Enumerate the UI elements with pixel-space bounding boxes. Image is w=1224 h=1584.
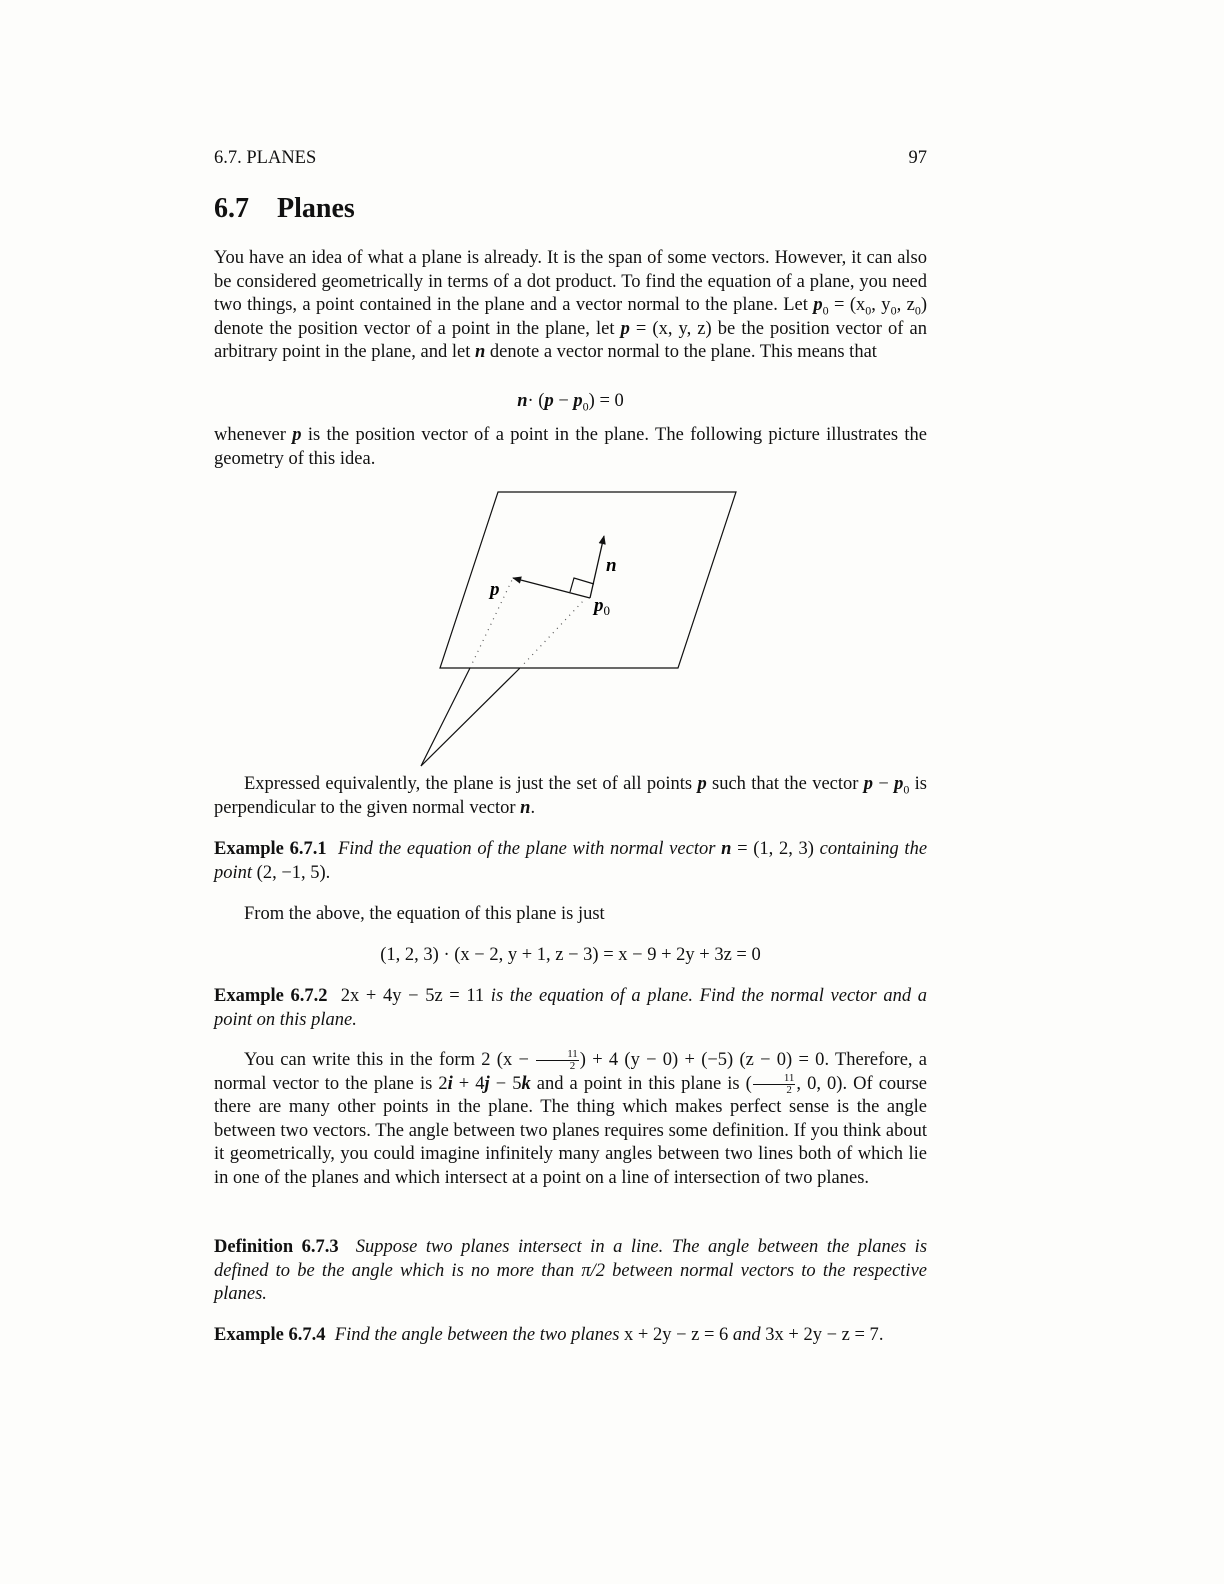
origin-line-right [421, 668, 520, 766]
body-text: is perpendicular to the given normal vector [214, 774, 928, 818]
intro-text: You have an idea of what a plane is already. It is the span of some vectors. However, it can also be considered geometrically in terms of a dot product. To find the equation of a plane, you need two things, a point contained in the plane and a vector normal to the plane. Let [214, 248, 927, 316]
example-text: Find the angle between the two planes [334, 1325, 625, 1345]
intro-text: ) denote the position vector of a point in the plane, let [214, 295, 927, 339]
example-6-7-2 [214, 985, 927, 1032]
body-text: and a point in this plane is [530, 1073, 746, 1094]
page-number: 97 [908, 148, 927, 168]
math-text: (2, −1, 5) [256, 862, 326, 883]
subscript: 0 [582, 399, 589, 414]
fraction: $\frac{11}{2}$ [753, 1073, 796, 1096]
section-number: 6.7 [214, 193, 249, 224]
math-text: ) + 4 (y − 0) + (−5) (z − 0) = 0 [579, 1050, 825, 1070]
math-text: (x − [496, 1050, 536, 1070]
running-header [214, 148, 927, 169]
solution-paragraph [214, 1049, 927, 1191]
vector-p: p [863, 774, 874, 794]
running-title: 6.7. PLANES [214, 148, 317, 168]
math-text: , z [896, 295, 915, 316]
vector-j: j [484, 1073, 490, 1094]
from-above-paragraph [214, 903, 927, 927]
example-label: Example 6.7.1 [214, 839, 327, 859]
math-text: ) = 0 [588, 391, 624, 411]
hidden-line-p0 [520, 600, 584, 668]
math-text: − [553, 391, 574, 411]
vector-p0: p [573, 391, 583, 411]
math-text: + 4 [452, 1073, 485, 1094]
body-text: . [530, 797, 536, 818]
body-text: . Therefore, a normal vector to the plane is [214, 1050, 928, 1094]
math-text: , 0, 0) [796, 1073, 843, 1094]
example-text: is the equation of a plane. Find the normal vector and a point on this plane. [214, 986, 928, 1030]
vector-p: p [544, 391, 554, 411]
vector-p: p [292, 425, 302, 445]
label-p0: $p_0$ [594, 595, 610, 618]
math-text: = (x [828, 295, 866, 316]
math-text: − [873, 774, 895, 794]
math-text: , y [871, 295, 891, 316]
vector-p-minus-p0 [513, 578, 590, 598]
vector-p0: p [813, 295, 823, 316]
expressed-paragraph [214, 773, 927, 820]
example-label: Example 6.7.4 [214, 1325, 326, 1345]
math-text: (1, 2, 3) · (x − 2, y + 1, z − 3) = x − 9 + 2y + 3z = 0 [380, 945, 761, 965]
vector-k: k [521, 1073, 531, 1094]
origin-line-left [421, 668, 470, 766]
vector-p: p [697, 774, 707, 794]
vector-n: n [474, 342, 486, 363]
definition-6-7-3 [214, 1236, 927, 1307]
fraction: $\frac{11}{2}$ [536, 1049, 579, 1072]
body-text: . Of course there are many other points in the plane. The thing which makes perfect sense is the angle between two vectors. The angle between two planes requires some definition. If you think about it geometrically, you could imagine infinitely many angles between two lines both of which lie in one of the planes and which intersect at a point on a line of intersection of two planes. [214, 1073, 927, 1188]
math-text: 3x + 2y − z = 7 [765, 1325, 879, 1345]
example-label: Example 6.7.2 [214, 986, 328, 1006]
plane-parallelogram [440, 492, 736, 668]
subscript: 0 [822, 303, 829, 318]
body-text: is the position vector of a point in the plane. The following picture illustrates the geometry of this idea. [214, 425, 927, 469]
body-text: whenever [214, 425, 293, 445]
subscript: 0 [903, 782, 910, 797]
math-text: = (1, 2, 3) [731, 839, 820, 859]
vector-i: i [447, 1073, 453, 1094]
math-text: x + 2y − z = 6 [624, 1325, 729, 1345]
example-6-7-1 [214, 838, 927, 885]
vector-n: n [517, 391, 528, 411]
example-text: . [325, 862, 331, 883]
body-text: such that the vector [706, 774, 864, 794]
math-text: − 5 [489, 1073, 522, 1094]
example-text: containing the point [214, 839, 928, 883]
math-text: 2x + 4y − 5z = 11 [340, 986, 485, 1006]
definition-label: Definition 6.7.3 [214, 1237, 339, 1257]
subscript: 0 [865, 303, 872, 318]
right-angle-mark [570, 578, 594, 592]
intro-paragraph [214, 247, 927, 365]
display-equation-2 [214, 944, 927, 968]
vector-n: n [520, 797, 531, 818]
definition-text: Suppose two planes intersect in a line. The angle between the planes is defined to be the angle which is no more than π/2 between normal vectors to the respective planes. [214, 1237, 928, 1305]
example-text: . [878, 1325, 884, 1345]
example-text: and [728, 1325, 766, 1345]
intro-text: denote a vector normal to the plane. This means that [485, 342, 877, 363]
math-text: ( [745, 1073, 752, 1094]
example-text: Find the equation of the plane with normal vector [337, 839, 722, 859]
body-text: Expressed equivalently, the plane is just the set of all points [244, 774, 698, 794]
body-text: From the above, the equation of this plane is just [244, 904, 605, 924]
after-equation-paragraph [214, 424, 927, 471]
example-6-7-4 [214, 1324, 927, 1348]
math-text: 2 [438, 1073, 448, 1094]
vector-n: n [721, 839, 732, 859]
section-title: Planes [277, 193, 355, 224]
math-text: 2 [481, 1050, 497, 1070]
vector-p0: p [894, 774, 904, 794]
label-n: n [606, 555, 617, 576]
plane-figure [214, 480, 927, 780]
vector-p: p [620, 318, 630, 339]
subscript: 0 [914, 303, 921, 318]
intro-text: = (x, y, z) be the position vector of an arbitrary point in the plane, and let [214, 318, 927, 363]
body-text: You can write this in the form [244, 1050, 482, 1070]
display-equation-1 [214, 390, 927, 414]
label-p: p [490, 579, 500, 600]
section-heading [214, 193, 355, 225]
math-text: · ( [527, 391, 545, 411]
normal-vector-n [590, 536, 604, 598]
subscript: 0 [890, 303, 897, 318]
